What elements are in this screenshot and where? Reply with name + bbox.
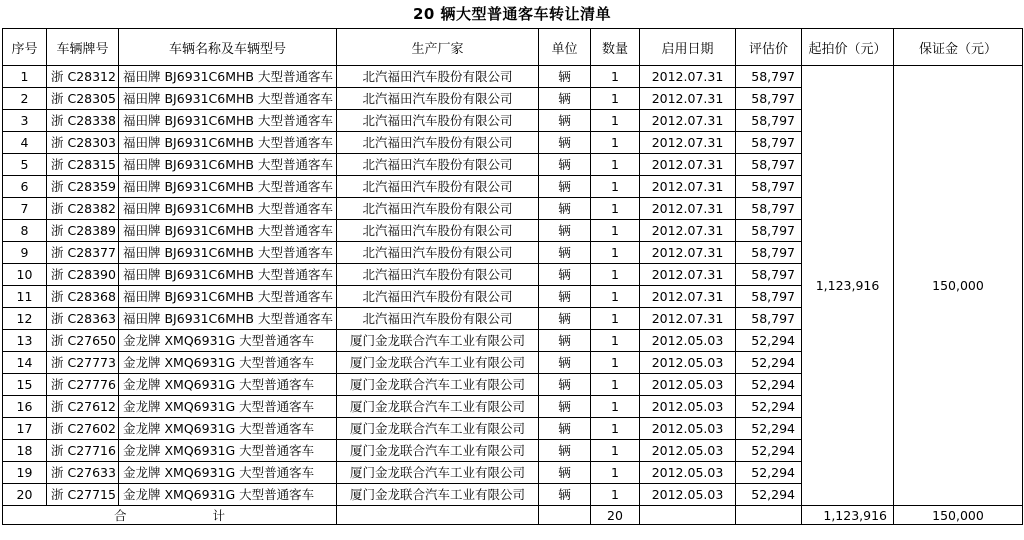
row-plate: 浙 C27773 <box>47 352 119 374</box>
row-plate: 浙 C28382 <box>47 198 119 220</box>
header-row <box>3 29 1023 66</box>
row-no: 7 <box>3 198 47 220</box>
row-plate: 浙 C28368 <box>47 286 119 308</box>
row-no: 3 <box>3 110 47 132</box>
row-unit: 辆 <box>539 462 591 484</box>
row-plate: 浙 C28303 <box>47 132 119 154</box>
row-qty: 1 <box>591 220 640 242</box>
row-model: 福田牌 BJ6931C6MHB 大型普通客车 <box>119 88 337 110</box>
row-unit: 辆 <box>539 132 591 154</box>
row-no: 2 <box>3 88 47 110</box>
row-unit: 辆 <box>539 88 591 110</box>
row-qty: 1 <box>591 440 640 462</box>
row-plate: 浙 C27715 <box>47 484 119 506</box>
row-maker: 北汽福田汽车股份有限公司 <box>337 308 539 330</box>
total-unit-empty <box>539 506 591 525</box>
row-date: 2012.07.31 <box>640 286 736 308</box>
row-price: 58,797 <box>736 198 802 220</box>
row-no: 12 <box>3 308 47 330</box>
row-date: 2012.05.03 <box>640 462 736 484</box>
row-maker: 北汽福田汽车股份有限公司 <box>337 264 539 286</box>
row-no: 10 <box>3 264 47 286</box>
row-qty: 1 <box>591 110 640 132</box>
row-plate: 浙 C27716 <box>47 440 119 462</box>
vehicle-transfer-table <box>2 28 1023 525</box>
row-model: 福田牌 BJ6931C6MHB 大型普通客车 <box>119 308 337 330</box>
row-model: 金龙牌 XMQ6931G 大型普通客车 <box>119 352 337 374</box>
row-price: 52,294 <box>736 462 802 484</box>
row-no: 11 <box>3 286 47 308</box>
row-plate: 浙 C28305 <box>47 88 119 110</box>
total-label-b: 计 <box>212 508 226 523</box>
row-plate: 浙 C27633 <box>47 462 119 484</box>
row-unit: 辆 <box>539 484 591 506</box>
row-no: 15 <box>3 374 47 396</box>
row-date: 2012.07.31 <box>640 176 736 198</box>
row-no: 18 <box>3 440 47 462</box>
row-date: 2012.05.03 <box>640 484 736 506</box>
row-unit: 辆 <box>539 352 591 374</box>
row-no: 19 <box>3 462 47 484</box>
page-title: 20 辆大型普通客车转让清单 <box>412 5 612 23</box>
row-qty: 1 <box>591 418 640 440</box>
row-price: 58,797 <box>736 66 802 88</box>
total-row <box>3 506 1023 525</box>
row-maker: 厦门金龙联合汽车工业有限公司 <box>337 440 539 462</box>
row-date: 2012.05.03 <box>640 374 736 396</box>
row-date: 2012.07.31 <box>640 154 736 176</box>
row-unit: 辆 <box>539 198 591 220</box>
row-unit: 辆 <box>539 286 591 308</box>
header-qty: 数量 <box>591 29 640 66</box>
row-price: 58,797 <box>736 308 802 330</box>
row-no: 13 <box>3 330 47 352</box>
header-start-price: 起拍价（元） <box>802 29 894 66</box>
row-maker: 厦门金龙联合汽车工业有限公司 <box>337 462 539 484</box>
row-price: 58,797 <box>736 132 802 154</box>
header-unit: 单位 <box>539 29 591 66</box>
row-no: 9 <box>3 242 47 264</box>
row-plate: 浙 C28389 <box>47 220 119 242</box>
row-unit: 辆 <box>539 440 591 462</box>
row-qty: 1 <box>591 330 640 352</box>
total-deposit: 150,000 <box>894 506 1023 525</box>
row-model: 金龙牌 XMQ6931G 大型普通客车 <box>119 484 337 506</box>
row-qty: 1 <box>591 198 640 220</box>
row-plate: 浙 C28390 <box>47 264 119 286</box>
row-maker: 厦门金龙联合汽车工业有限公司 <box>337 418 539 440</box>
row-maker: 北汽福田汽车股份有限公司 <box>337 220 539 242</box>
row-maker: 北汽福田汽车股份有限公司 <box>337 198 539 220</box>
header-date: 启用日期 <box>640 29 736 66</box>
row-qty: 1 <box>591 374 640 396</box>
row-unit: 辆 <box>539 154 591 176</box>
row-maker: 北汽福田汽车股份有限公司 <box>337 176 539 198</box>
row-model: 福田牌 BJ6931C6MHB 大型普通客车 <box>119 220 337 242</box>
row-date: 2012.05.03 <box>640 440 736 462</box>
row-no: 6 <box>3 176 47 198</box>
row-price: 58,797 <box>736 242 802 264</box>
row-qty: 1 <box>591 66 640 88</box>
row-plate: 浙 C28312 <box>47 66 119 88</box>
row-price: 52,294 <box>736 440 802 462</box>
row-maker: 厦门金龙联合汽车工业有限公司 <box>337 374 539 396</box>
row-plate: 浙 C28315 <box>47 154 119 176</box>
row-unit: 辆 <box>539 330 591 352</box>
row-date: 2012.07.31 <box>640 198 736 220</box>
row-maker: 北汽福田汽车股份有限公司 <box>337 132 539 154</box>
total-qty: 20 <box>591 506 640 525</box>
merged-start-price: 1,123,916 <box>802 66 894 506</box>
row-no: 17 <box>3 418 47 440</box>
row-date: 2012.07.31 <box>640 242 736 264</box>
merged-deposit: 150,000 <box>894 66 1023 506</box>
row-date: 2012.05.03 <box>640 330 736 352</box>
row-unit: 辆 <box>539 110 591 132</box>
total-maker-empty <box>337 506 539 525</box>
row-price: 58,797 <box>736 88 802 110</box>
row-qty: 1 <box>591 352 640 374</box>
total-price-empty <box>736 506 802 525</box>
row-date: 2012.07.31 <box>640 66 736 88</box>
row-no: 14 <box>3 352 47 374</box>
row-no: 8 <box>3 220 47 242</box>
row-price: 58,797 <box>736 110 802 132</box>
row-unit: 辆 <box>539 418 591 440</box>
row-no: 4 <box>3 132 47 154</box>
row-model: 福田牌 BJ6931C6MHB 大型普通客车 <box>119 264 337 286</box>
row-model: 福田牌 BJ6931C6MHB 大型普通客车 <box>119 66 337 88</box>
row-model: 金龙牌 XMQ6931G 大型普通客车 <box>119 330 337 352</box>
row-maker: 北汽福田汽车股份有限公司 <box>337 286 539 308</box>
row-model: 福田牌 BJ6931C6MHB 大型普通客车 <box>119 198 337 220</box>
row-price: 52,294 <box>736 484 802 506</box>
row-plate: 浙 C28338 <box>47 110 119 132</box>
row-plate: 浙 C27776 <box>47 374 119 396</box>
header-plate: 车辆牌号 <box>47 29 119 66</box>
row-date: 2012.05.03 <box>640 418 736 440</box>
total-label <box>3 506 337 525</box>
row-unit: 辆 <box>539 374 591 396</box>
row-price: 52,294 <box>736 330 802 352</box>
row-qty: 1 <box>591 132 640 154</box>
row-no: 1 <box>3 66 47 88</box>
row-model: 金龙牌 XMQ6931G 大型普通客车 <box>119 440 337 462</box>
row-no: 5 <box>3 154 47 176</box>
row-price: 58,797 <box>736 264 802 286</box>
row-qty: 1 <box>591 308 640 330</box>
row-model: 金龙牌 XMQ6931G 大型普通客车 <box>119 374 337 396</box>
header-deposit: 保证金（元） <box>894 29 1023 66</box>
row-plate: 浙 C28377 <box>47 242 119 264</box>
row-date: 2012.07.31 <box>640 264 736 286</box>
row-plate: 浙 C28363 <box>47 308 119 330</box>
row-date: 2012.07.31 <box>640 308 736 330</box>
row-model: 金龙牌 XMQ6931G 大型普通客车 <box>119 418 337 440</box>
row-plate: 浙 C27612 <box>47 396 119 418</box>
row-price: 52,294 <box>736 396 802 418</box>
row-qty: 1 <box>591 462 640 484</box>
row-maker: 厦门金龙联合汽车工业有限公司 <box>337 352 539 374</box>
row-model: 福田牌 BJ6931C6MHB 大型普通客车 <box>119 132 337 154</box>
header-model: 车辆名称及车辆型号 <box>119 29 337 66</box>
row-unit: 辆 <box>539 220 591 242</box>
row-maker: 厦门金龙联合汽车工业有限公司 <box>337 330 539 352</box>
row-price: 58,797 <box>736 154 802 176</box>
row-qty: 1 <box>591 88 640 110</box>
header-maker: 生产厂家 <box>337 29 539 66</box>
row-price: 58,797 <box>736 220 802 242</box>
row-model: 福田牌 BJ6931C6MHB 大型普通客车 <box>119 176 337 198</box>
total-start-price: 1,123,916 <box>802 506 894 525</box>
row-price: 52,294 <box>736 418 802 440</box>
row-maker: 厦门金龙联合汽车工业有限公司 <box>337 396 539 418</box>
row-date: 2012.07.31 <box>640 110 736 132</box>
header-price: 评估价 <box>736 29 802 66</box>
row-qty: 1 <box>591 154 640 176</box>
row-plate: 浙 C27602 <box>47 418 119 440</box>
row-model: 金龙牌 XMQ6931G 大型普通客车 <box>119 462 337 484</box>
row-price: 52,294 <box>736 352 802 374</box>
row-maker: 北汽福田汽车股份有限公司 <box>337 154 539 176</box>
row-maker: 厦门金龙联合汽车工业有限公司 <box>337 484 539 506</box>
row-price: 58,797 <box>736 176 802 198</box>
row-qty: 1 <box>591 176 640 198</box>
row-unit: 辆 <box>539 396 591 418</box>
row-plate: 浙 C27650 <box>47 330 119 352</box>
row-plate: 浙 C28359 <box>47 176 119 198</box>
total-label-a: 合 <box>113 508 127 523</box>
row-date: 2012.05.03 <box>640 352 736 374</box>
row-no: 20 <box>3 484 47 506</box>
table-row <box>3 66 1023 88</box>
row-qty: 1 <box>591 286 640 308</box>
row-qty: 1 <box>591 484 640 506</box>
row-qty: 1 <box>591 396 640 418</box>
row-qty: 1 <box>591 242 640 264</box>
row-price: 58,797 <box>736 286 802 308</box>
row-date: 2012.07.31 <box>640 132 736 154</box>
row-maker: 北汽福田汽车股份有限公司 <box>337 242 539 264</box>
header-no: 序号 <box>3 29 47 66</box>
row-model: 福田牌 BJ6931C6MHB 大型普通客车 <box>119 242 337 264</box>
total-date-empty <box>640 506 736 525</box>
row-price: 52,294 <box>736 374 802 396</box>
row-date: 2012.05.03 <box>640 396 736 418</box>
row-unit: 辆 <box>539 176 591 198</box>
row-unit: 辆 <box>539 264 591 286</box>
row-model: 金龙牌 XMQ6931G 大型普通客车 <box>119 396 337 418</box>
row-no: 16 <box>3 396 47 418</box>
row-date: 2012.07.31 <box>640 88 736 110</box>
row-maker: 北汽福田汽车股份有限公司 <box>337 110 539 132</box>
row-qty: 1 <box>591 264 640 286</box>
row-unit: 辆 <box>539 242 591 264</box>
row-model: 福田牌 BJ6931C6MHB 大型普通客车 <box>119 154 337 176</box>
row-unit: 辆 <box>539 66 591 88</box>
row-model: 福田牌 BJ6931C6MHB 大型普通客车 <box>119 110 337 132</box>
row-unit: 辆 <box>539 308 591 330</box>
row-maker: 北汽福田汽车股份有限公司 <box>337 66 539 88</box>
row-maker: 北汽福田汽车股份有限公司 <box>337 88 539 110</box>
row-model: 福田牌 BJ6931C6MHB 大型普通客车 <box>119 286 337 308</box>
row-date: 2012.07.31 <box>640 220 736 242</box>
